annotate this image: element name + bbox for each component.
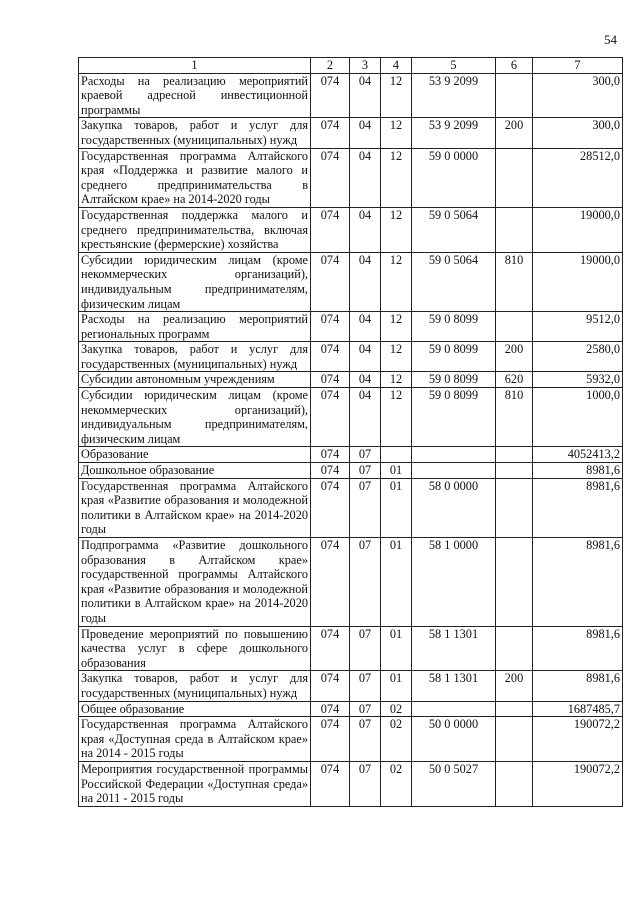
table-row bbox=[79, 463, 623, 479]
ministry-code-cell: 074 bbox=[311, 118, 350, 148]
amount-cell: 1687485,7 bbox=[533, 701, 623, 717]
expense-type-cell bbox=[496, 701, 533, 717]
table-row bbox=[79, 717, 623, 762]
expense-type-cell: 200 bbox=[496, 342, 533, 372]
ministry-code-cell: 074 bbox=[311, 701, 350, 717]
ministry-code-cell: 074 bbox=[311, 252, 350, 311]
row-name-cell: Закупка товаров, работ и услуг для государственных (муниципальных) нужд bbox=[79, 342, 311, 372]
target-article-cell: 50 0 5027 bbox=[412, 761, 496, 806]
column-header-4: 4 bbox=[381, 58, 412, 74]
expense-type-cell bbox=[496, 73, 533, 118]
table-row bbox=[79, 626, 623, 671]
page-number: 54 bbox=[604, 32, 617, 47]
amount-cell: 19000,0 bbox=[533, 207, 623, 252]
row-name-cell: Подпрограмма «Развитие дошкольного образования в Алтайском крае» государственной программы Алтайского края «Развитие образования и молодежной политики в Алтайском крае» на 2014-2020 годы bbox=[79, 538, 311, 627]
section-code-cell: 07 bbox=[350, 478, 381, 537]
target-article-cell: 59 0 5064 bbox=[412, 252, 496, 311]
column-header-3: 3 bbox=[350, 58, 381, 74]
section-code-cell: 04 bbox=[350, 388, 381, 447]
table-row bbox=[79, 252, 623, 311]
expense-type-cell bbox=[496, 478, 533, 537]
ministry-code-cell: 074 bbox=[311, 478, 350, 537]
target-article-cell: 59 0 8099 bbox=[412, 372, 496, 388]
target-article-cell: 59 0 5064 bbox=[412, 207, 496, 252]
subsection-code-cell: 01 bbox=[381, 538, 412, 627]
amount-cell: 8981,6 bbox=[533, 478, 623, 537]
expense-type-cell: 620 bbox=[496, 372, 533, 388]
target-article-cell: 59 0 0000 bbox=[412, 148, 496, 207]
subsection-code-cell: 12 bbox=[381, 207, 412, 252]
expense-type-cell bbox=[496, 463, 533, 479]
amount-cell: 4052413,2 bbox=[533, 447, 623, 463]
ministry-code-cell: 074 bbox=[311, 342, 350, 372]
subsection-code-cell: 01 bbox=[381, 671, 412, 701]
row-name-cell: Проведение мероприятий по повышению качества услуг в сфере дошкольного образования bbox=[79, 626, 311, 671]
table-row bbox=[79, 312, 623, 342]
table-row bbox=[79, 671, 623, 701]
target-article-cell: 53 9 2099 bbox=[412, 118, 496, 148]
table-row bbox=[79, 761, 623, 806]
amount-cell: 28512,0 bbox=[533, 148, 623, 207]
subsection-code-cell: 12 bbox=[381, 342, 412, 372]
row-name-cell: Общее образование bbox=[79, 701, 311, 717]
column-header-5: 5 bbox=[412, 58, 496, 74]
amount-cell: 8981,6 bbox=[533, 463, 623, 479]
section-code-cell: 07 bbox=[350, 463, 381, 479]
amount-cell: 300,0 bbox=[533, 73, 623, 118]
row-name-cell: Государственная программа Алтайского края «Поддержка и развитие малого и среднего предпринимательства в Алтайском крае» на 2014-2020 годы bbox=[79, 148, 311, 207]
subsection-code-cell: 01 bbox=[381, 478, 412, 537]
expense-type-cell bbox=[496, 148, 533, 207]
subsection-code-cell: 12 bbox=[381, 252, 412, 311]
table-row bbox=[79, 538, 623, 627]
row-name-cell: Мероприятия государственной программы Российской Федерации «Доступная среда» на 2011 - 2015 годы bbox=[79, 761, 311, 806]
amount-cell: 8981,6 bbox=[533, 671, 623, 701]
amount-cell: 5932,0 bbox=[533, 372, 623, 388]
row-name-cell: Расходы на реализацию мероприятий региональных программ bbox=[79, 312, 311, 342]
column-header-7: 7 bbox=[533, 58, 623, 74]
row-name-cell: Государственная программа Алтайского края «Развитие образования и молодежной политики в Алтайском крае» на 2014-2020 годы bbox=[79, 478, 311, 537]
subsection-code-cell: 12 bbox=[381, 118, 412, 148]
section-code-cell: 04 bbox=[350, 73, 381, 118]
table-row bbox=[79, 388, 623, 447]
table-row bbox=[79, 447, 623, 463]
ministry-code-cell: 074 bbox=[311, 761, 350, 806]
section-code-cell: 04 bbox=[350, 148, 381, 207]
column-header-6: 6 bbox=[496, 58, 533, 74]
section-code-cell: 04 bbox=[350, 118, 381, 148]
expense-type-cell: 200 bbox=[496, 118, 533, 148]
target-article-cell: 59 0 8099 bbox=[412, 342, 496, 372]
subsection-code-cell: 12 bbox=[381, 312, 412, 342]
ministry-code-cell: 074 bbox=[311, 538, 350, 627]
expense-type-cell: 810 bbox=[496, 252, 533, 311]
section-code-cell: 07 bbox=[350, 671, 381, 701]
target-article-cell: 58 1 1301 bbox=[412, 671, 496, 701]
ministry-code-cell: 074 bbox=[311, 671, 350, 701]
subsection-code-cell: 01 bbox=[381, 626, 412, 671]
row-name-cell: Дошкольное образование bbox=[79, 463, 311, 479]
subsection-code-cell: 12 bbox=[381, 388, 412, 447]
row-name-cell: Образование bbox=[79, 447, 311, 463]
expense-type-cell bbox=[496, 207, 533, 252]
subsection-code-cell: 02 bbox=[381, 717, 412, 762]
section-code-cell: 04 bbox=[350, 312, 381, 342]
expense-type-cell: 810 bbox=[496, 388, 533, 447]
amount-cell: 300,0 bbox=[533, 118, 623, 148]
subsection-code-cell: 02 bbox=[381, 701, 412, 717]
expense-type-cell bbox=[496, 447, 533, 463]
budget-table bbox=[78, 57, 623, 807]
target-article-cell: 58 1 0000 bbox=[412, 538, 496, 627]
ministry-code-cell: 074 bbox=[311, 388, 350, 447]
subsection-code-cell: 12 bbox=[381, 372, 412, 388]
section-code-cell: 07 bbox=[350, 717, 381, 762]
row-name-cell: Закупка товаров, работ и услуг для государственных (муниципальных) нужд bbox=[79, 118, 311, 148]
subsection-code-cell: 12 bbox=[381, 148, 412, 207]
expense-type-cell bbox=[496, 538, 533, 627]
amount-cell: 1000,0 bbox=[533, 388, 623, 447]
target-article-cell bbox=[412, 463, 496, 479]
section-code-cell: 07 bbox=[350, 538, 381, 627]
ministry-code-cell: 074 bbox=[311, 463, 350, 479]
row-name-cell: Субсидии автономным учреждениям bbox=[79, 372, 311, 388]
section-code-cell: 07 bbox=[350, 761, 381, 806]
table-row bbox=[79, 701, 623, 717]
table-row bbox=[79, 342, 623, 372]
target-article-cell bbox=[412, 447, 496, 463]
section-code-cell: 07 bbox=[350, 626, 381, 671]
amount-cell: 19000,0 bbox=[533, 252, 623, 311]
ministry-code-cell: 074 bbox=[311, 73, 350, 118]
section-code-cell: 04 bbox=[350, 372, 381, 388]
row-name-cell: Субсидии юридическим лицам (кроме некоммерческих организаций), индивидуальным предпринимателям, физическим лицам bbox=[79, 388, 311, 447]
ministry-code-cell: 074 bbox=[311, 312, 350, 342]
header-row bbox=[79, 58, 623, 74]
ministry-code-cell: 074 bbox=[311, 447, 350, 463]
row-name-cell: Закупка товаров, работ и услуг для государственных (муниципальных) нужд bbox=[79, 671, 311, 701]
table-row bbox=[79, 478, 623, 537]
expense-type-cell bbox=[496, 717, 533, 762]
amount-cell: 8981,6 bbox=[533, 626, 623, 671]
subsection-code-cell: 12 bbox=[381, 73, 412, 118]
amount-cell: 190072,2 bbox=[533, 717, 623, 762]
row-name-cell: Государственная программа Алтайского края «Доступная среда в Алтайском крае» на 2014 - 2015 годы bbox=[79, 717, 311, 762]
table-row bbox=[79, 73, 623, 118]
target-article-cell: 58 0 0000 bbox=[412, 478, 496, 537]
expense-type-cell: 200 bbox=[496, 671, 533, 701]
ministry-code-cell: 074 bbox=[311, 717, 350, 762]
section-code-cell: 07 bbox=[350, 447, 381, 463]
target-article-cell: 58 1 1301 bbox=[412, 626, 496, 671]
amount-cell: 190072,2 bbox=[533, 761, 623, 806]
target-article-cell: 53 9 2099 bbox=[412, 73, 496, 118]
ministry-code-cell: 074 bbox=[311, 207, 350, 252]
row-name-cell: Государственная поддержка малого и среднего предпринимательства, включая крестьянские (фермерские) хозяйства bbox=[79, 207, 311, 252]
amount-cell: 2580,0 bbox=[533, 342, 623, 372]
expense-type-cell bbox=[496, 761, 533, 806]
target-article-cell bbox=[412, 701, 496, 717]
amount-cell: 8981,6 bbox=[533, 538, 623, 627]
section-code-cell: 04 bbox=[350, 342, 381, 372]
section-code-cell: 07 bbox=[350, 701, 381, 717]
ministry-code-cell: 074 bbox=[311, 148, 350, 207]
amount-cell: 9512,0 bbox=[533, 312, 623, 342]
column-header-2: 2 bbox=[311, 58, 350, 74]
table-row bbox=[79, 372, 623, 388]
target-article-cell: 59 0 8099 bbox=[412, 312, 496, 342]
table-row bbox=[79, 207, 623, 252]
table-row bbox=[79, 118, 623, 148]
row-name-cell: Субсидии юридическим лицам (кроме некоммерческих организаций), индивидуальным предпринимателям, физическим лицам bbox=[79, 252, 311, 311]
target-article-cell: 59 0 8099 bbox=[412, 388, 496, 447]
ministry-code-cell: 074 bbox=[311, 626, 350, 671]
subsection-code-cell bbox=[381, 447, 412, 463]
row-name-cell: Расходы на реализацию мероприятий краевой адресной инвестиционной программы bbox=[79, 73, 311, 118]
ministry-code-cell: 074 bbox=[311, 372, 350, 388]
subsection-code-cell: 02 bbox=[381, 761, 412, 806]
subsection-code-cell: 01 bbox=[381, 463, 412, 479]
column-header-1: 1 bbox=[79, 58, 311, 74]
section-code-cell: 04 bbox=[350, 207, 381, 252]
target-article-cell: 50 0 0000 bbox=[412, 717, 496, 762]
expense-type-cell bbox=[496, 312, 533, 342]
section-code-cell: 04 bbox=[350, 252, 381, 311]
table-row bbox=[79, 148, 623, 207]
expense-type-cell bbox=[496, 626, 533, 671]
